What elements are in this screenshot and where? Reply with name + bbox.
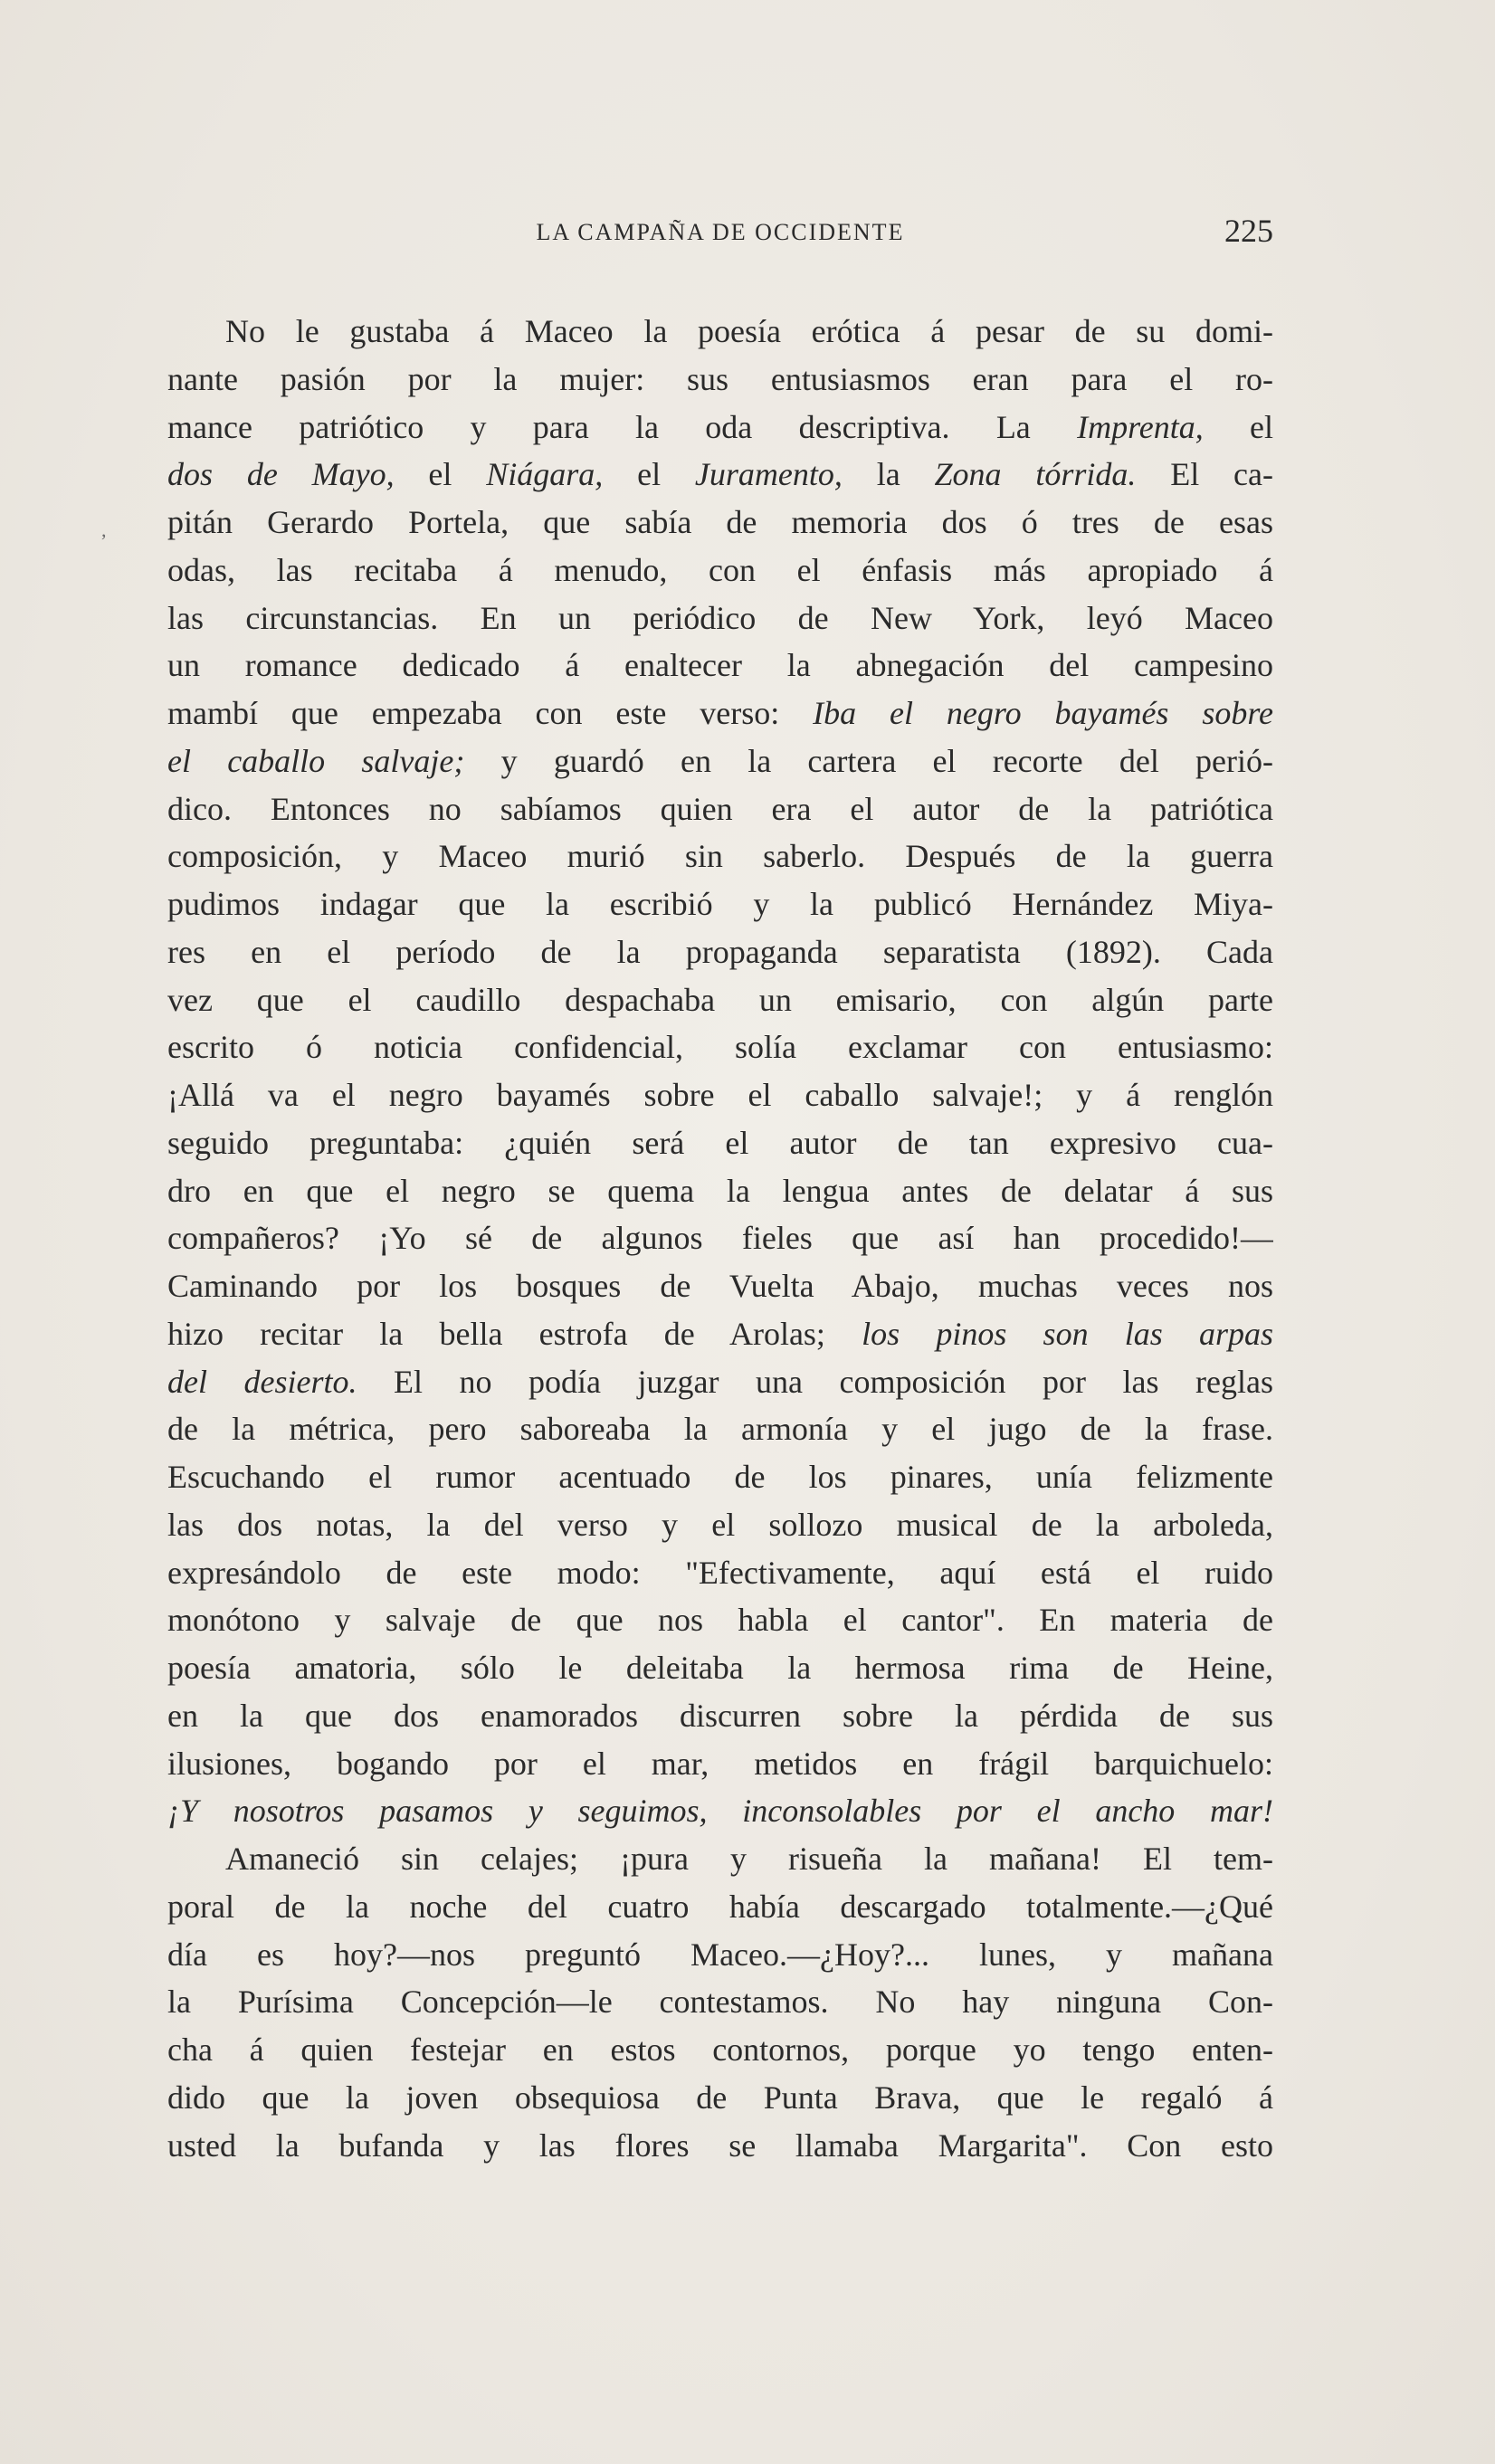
- text-line: [167, 2122, 1273, 2170]
- text-run: mance patriótico y para la oda descriptiva. La: [167, 408, 1078, 445]
- text-run: Escuchando el rumor acentuado de los pinares, unía felizmente: [167, 1459, 1273, 1495]
- text-run: expresándolo de este modo: "Efectivamente, aquí está el ruido: [167, 1554, 1273, 1591]
- text-run: El ca-: [1136, 456, 1273, 493]
- text-run: de la métrica, pero saboreaba la armonía y el jugo de la frase.: [167, 1411, 1273, 1448]
- text-run: pitán Gerardo Portela, que sabía de memoria dos ó tres de esas: [167, 504, 1273, 540]
- italic-text-run: Juramento,: [694, 456, 843, 493]
- text-run: el: [394, 456, 487, 493]
- text-line: [167, 976, 1273, 1024]
- text-run: dido que la joven obsequiosa de Punta Brava, que le regaló á: [167, 2079, 1273, 2116]
- italic-text-run: Niágara,: [486, 456, 604, 493]
- text-line: [167, 2026, 1273, 2074]
- text-line: [167, 1883, 1273, 1931]
- text-line: [167, 1310, 1273, 1358]
- italic-text-run: Imprenta,: [1077, 408, 1204, 445]
- text-run: y guardó en la cartera el recorte del perió-: [464, 742, 1273, 779]
- text-run: composición, y Maceo murió sin saberlo. Después de la guerra: [167, 838, 1273, 875]
- text-line: [167, 832, 1273, 880]
- text-run: las circunstancias. En un periódico de New York, leyó Maceo: [167, 599, 1273, 636]
- italic-text-run: del desierto.: [167, 1363, 357, 1400]
- text-line: [167, 1596, 1273, 1644]
- text-line: [167, 1167, 1273, 1215]
- text-line: [167, 404, 1273, 452]
- text-run: odas, las recitaba á menudo, con el énfasis más apropiado á: [167, 551, 1273, 588]
- text-run: dico. Entonces no sabíamos quien era el autor de la patriótica: [167, 790, 1273, 827]
- text-run: Caminando por los bosques de Vuelta Abajo, muchas veces nos: [167, 1268, 1273, 1304]
- italic-text-run: los pinos son las arpas: [862, 1315, 1273, 1352]
- text-run: un romance dedicado á enaltecer la abnegación del campesino: [167, 647, 1273, 684]
- text-line: [167, 690, 1273, 737]
- text-line: [167, 1214, 1273, 1262]
- text-line: [167, 928, 1273, 976]
- text-run: el: [1203, 408, 1273, 445]
- text-line: [167, 2074, 1273, 2122]
- text-run: escrito ó noticia confidencial, solía exclamar con entusiasmo:: [167, 1029, 1273, 1066]
- margin-mark: ,: [101, 518, 107, 541]
- text-run: poral de la noche del cuatro había descargado totalmente.—¿Qué: [167, 1888, 1273, 1925]
- text-run: la Purísima Concepción—le contestamos. No hay ninguna Con-: [167, 1984, 1273, 2021]
- text-line: [167, 1453, 1273, 1501]
- text-run: hizo recitar la bella estrofa de Arolas;: [167, 1315, 862, 1352]
- text-run: dro en que el negro se quema la lengua antes de delatar á sus: [167, 1172, 1273, 1209]
- text-line: [167, 1023, 1273, 1071]
- italic-text-run: Zona tórrida.: [934, 456, 1137, 493]
- running-head: [167, 214, 1273, 250]
- text-line: [167, 1931, 1273, 1979]
- text-run: El no podía juzgar una composición por las reglas: [357, 1363, 1273, 1400]
- text-run: nante pasión por la mujer: sus entusiasmos eran para el ro-: [167, 360, 1273, 397]
- body-text: [167, 308, 1273, 2169]
- text-line: [167, 356, 1273, 404]
- text-run: mambí que empezaba con este verso:: [167, 695, 814, 731]
- text-run: cha á quien festejar en estos contornos, porque yo tengo enten-: [167, 2031, 1273, 2068]
- text-line: [167, 1787, 1273, 1835]
- text-run: seguido preguntaba: ¿quién será el autor de tan expresivo cua-: [167, 1124, 1273, 1161]
- italic-text-run: ¡Y nosotros pasamos y seguimos, inconsolables por el ancho mar!: [167, 1793, 1273, 1830]
- text-run: res en el período de la propaganda separatista (1892). Cada: [167, 933, 1273, 970]
- text-line: [167, 1071, 1273, 1119]
- text-line: [167, 1692, 1273, 1740]
- running-title: LA CAMPAÑA DE OCCIDENTE: [536, 219, 905, 245]
- italic-text-run: Iba el negro bayamés sobre: [813, 695, 1273, 731]
- text-line: [167, 595, 1273, 642]
- text-run: el: [603, 456, 695, 493]
- italic-text-run: dos de Mayo,: [167, 456, 395, 493]
- text-line: [167, 1119, 1273, 1167]
- text-line: [167, 737, 1273, 785]
- text-run: ¡Allá va el negro bayamés sobre el caballo salvaje!; y á renglón: [167, 1077, 1273, 1113]
- text-line: [167, 1644, 1273, 1692]
- text-line: [167, 547, 1273, 595]
- text-line: [167, 1740, 1273, 1788]
- text-run: en la que dos enamorados discurren sobre la pérdida de sus: [167, 1697, 1273, 1734]
- text-run: monótono y salvaje de que nos habla el cantor". En materia de: [167, 1602, 1273, 1639]
- text-line: [167, 1501, 1273, 1549]
- page-number: 225: [1224, 213, 1273, 249]
- text-line: [167, 1835, 1273, 1883]
- text-line: [167, 1262, 1273, 1310]
- text-run: las dos notas, la del verso y el sollozo musical de la arboleda,: [167, 1506, 1273, 1543]
- text-run: compañeros? ¡Yo sé de algunos fieles que así han procedido!—: [167, 1220, 1273, 1257]
- text-line: [167, 1549, 1273, 1597]
- text-run: poesía amatoria, sólo le deleitaba la hermosa rima de Heine,: [167, 1650, 1273, 1686]
- text-run: la: [842, 456, 935, 493]
- text-run: día es hoy?—nos preguntó Maceo.—¿Hoy?... lunes, y mañana: [167, 1936, 1273, 1973]
- text-line: [167, 1358, 1273, 1406]
- text-run: vez que el caudillo despachaba un emisario, con algún parte: [167, 981, 1273, 1018]
- text-line: [167, 1978, 1273, 2026]
- text-run: ilusiones, bogando por el mar, metidos en frágil barquichuelo:: [167, 1745, 1273, 1782]
- text-run: Amaneció sin celajes; ¡pura y risueña la mañana! El tem-: [225, 1841, 1273, 1877]
- text-run: pudimos indagar que la escribió y la publicó Hernández Miya-: [167, 886, 1273, 922]
- text-line: [167, 1405, 1273, 1453]
- text-line: [167, 880, 1273, 928]
- text-line: [167, 451, 1273, 499]
- text-line: [167, 308, 1273, 356]
- text-run: No le gustaba á Maceo la poesía erótica á pesar de su domi-: [225, 313, 1273, 349]
- text-line: [167, 785, 1273, 833]
- text-run: usted la bufanda y las flores se llamaba Margarita". Con esto: [167, 2126, 1273, 2164]
- italic-text-run: el caballo salvaje;: [167, 742, 465, 779]
- text-line: [167, 499, 1273, 547]
- text-line: [167, 642, 1273, 690]
